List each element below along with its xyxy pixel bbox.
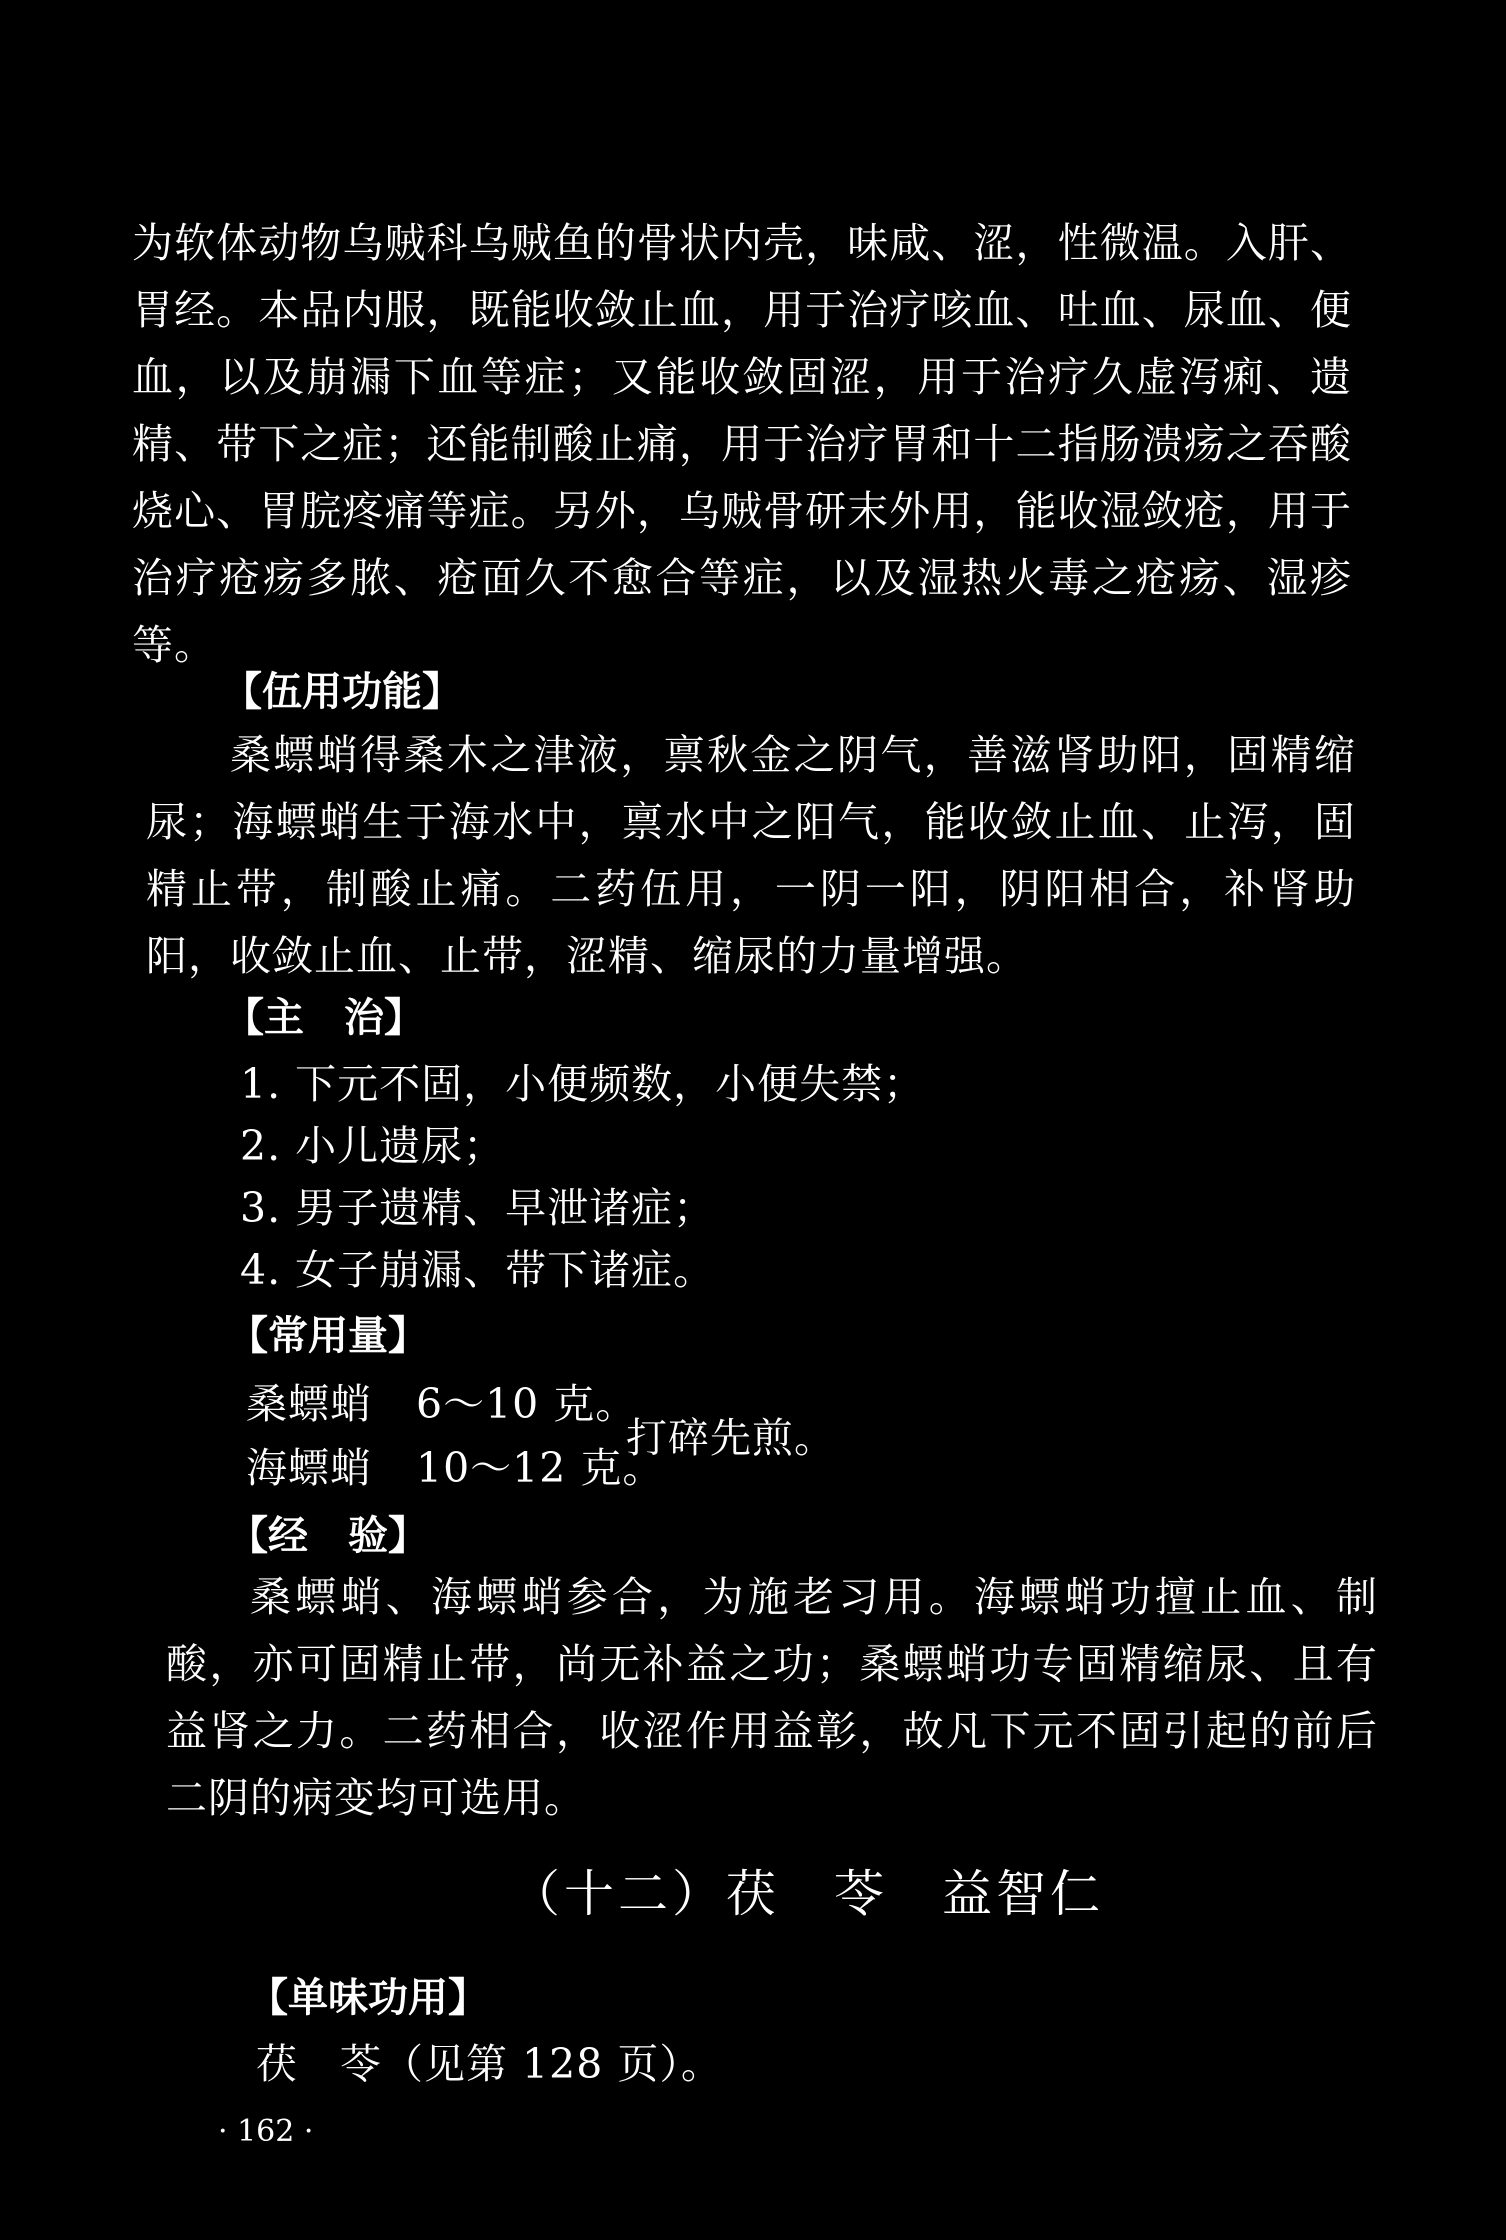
indication-item-2: 2. 小儿遗尿； xyxy=(240,1122,506,1170)
intro-paragraph: 为软体动物乌贼科乌贼鱼的骨状内壳，味咸、涩，性微温。入肝、胃经。本品内服，既能收敛止血，用于治疗咳血、吐血、尿血、便血，以及崩漏下血等症；又能收敛固涩，用于治疗久虚泻痢、遗精、带下之症；还能制酸止痛，用于治疗胃和十二指肠溃疡之吞酸烧心、胃脘疼痛等症。另外，乌贼骨研末外用，能收湿敛疮，用于治疗疮疡多脓、疮面久不愈合等症，以及湿热火毒之疮疡、湿疹等。 xyxy=(132,219,1352,669)
dosage-amount-2: 10～12 克。 xyxy=(416,1444,665,1492)
dosage-heading: 【常用量】 xyxy=(228,1313,428,1359)
combo-heading: 【伍用功能】 xyxy=(222,669,462,715)
indications-heading: 【主 治】 xyxy=(224,995,424,1041)
dosage-note: 打碎先煎。 xyxy=(626,1414,836,1462)
dosage-amount-1: 6～10 克。 xyxy=(416,1380,638,1428)
next-section-title: （十二）茯 苓 益智仁 xyxy=(510,1865,1104,1923)
single-use-text: 茯 苓（见第 128 页）。 xyxy=(256,2040,723,2088)
experience-heading: 【经 验】 xyxy=(228,1513,428,1559)
experience-paragraph: 桑螵蛸、海螵蛸参合，为施老习用。海螵蛸功擅止血、制酸，亦可固精止带，尚无补益之功；桑螵蛸功专固精缩尿、且有益肾之力。二药相合，收涩作用益彰，故凡下元不固引起的前后二阴的病变均可选用。 xyxy=(166,1573,1378,1822)
dosage-name-1: 桑螵蛸 xyxy=(246,1380,372,1428)
combo-paragraph: 桑螵蛸得桑木之津液，禀秋金之阴气，善滋肾助阳，固精缩尿；海螵蛸生于海水中，禀水中之阳气，能收敛止血、止泻，固精止带，制酸止痛。二药伍用，一阴一阳，阴阳相合，补肾助阳，收敛止血、止带，涩精、缩尿的力量增强。 xyxy=(146,731,1356,980)
single-use-heading: 【单味功用】 xyxy=(248,1975,488,2021)
page-number: · 162 · xyxy=(218,2114,314,2149)
dosage-name-2: 海螵蛸 xyxy=(246,1444,372,1492)
indication-item-4: 4. 女子崩漏、带下诸症。 xyxy=(240,1246,716,1294)
indication-item-1: 1. 下元不固，小便频数，小便失禁； xyxy=(240,1060,926,1108)
indication-item-3: 3. 男子遗精、早泄诸症； xyxy=(240,1184,716,1232)
